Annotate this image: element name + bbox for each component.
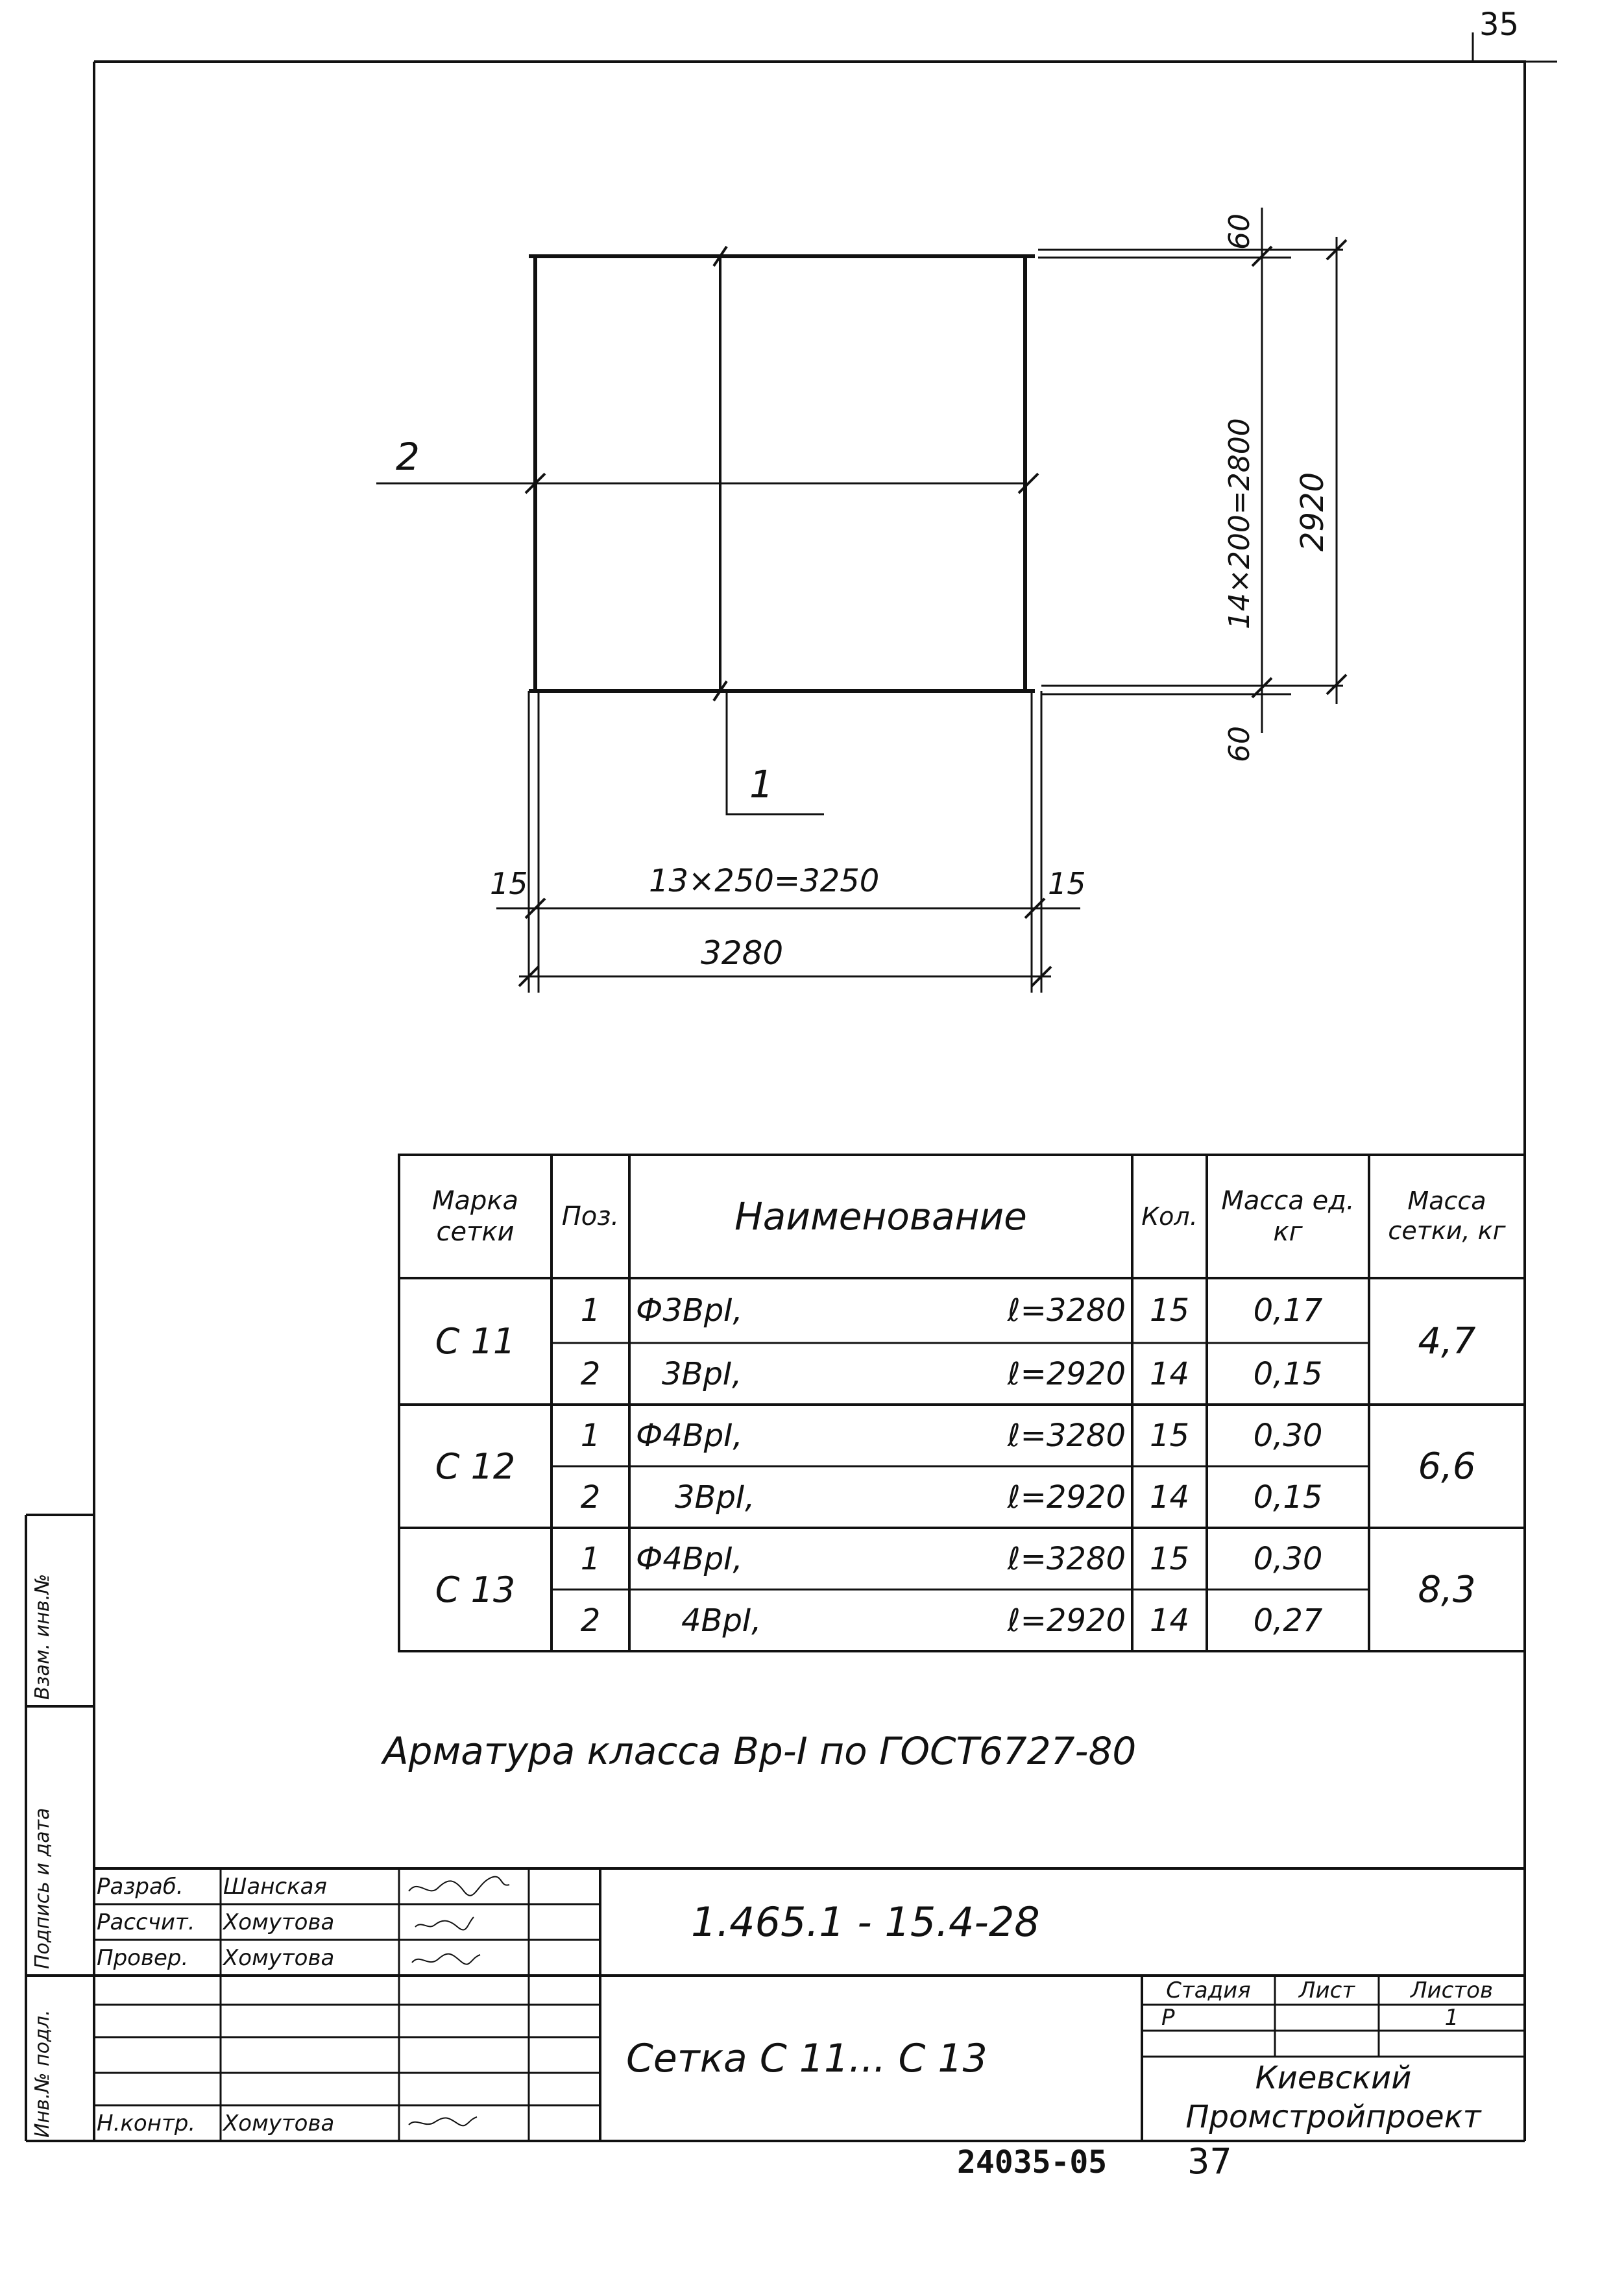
signatures xyxy=(409,1877,509,2126)
total-mass-cell: 6,6 xyxy=(1418,1445,1476,1488)
pos-cell: 1 xyxy=(580,1417,601,1454)
unit-mass-cell: 0,30 xyxy=(1253,1540,1323,1577)
role-label: Разраб. xyxy=(97,1873,184,1900)
dim-horizontal-total: 3280 xyxy=(701,934,784,972)
position-2-label: 2 xyxy=(396,435,420,479)
role-name: Хомутова xyxy=(223,1909,335,1935)
document-designation: 1.465.1 - 15.4-28 xyxy=(691,1898,1040,1946)
sheet-value xyxy=(1275,2005,1379,2031)
bar-length-cell: ℓ=2920 xyxy=(1007,1355,1126,1392)
mark-cell: С 13 xyxy=(435,1569,516,1610)
pos-cell: 2 xyxy=(580,1355,601,1392)
side-stamp-sign-date: Подпись и дата xyxy=(31,1807,54,1969)
bottom-page-number: 37 xyxy=(1187,2141,1232,2182)
dim-vertical-span: 14×200=2800 xyxy=(1223,418,1256,629)
org-name-line2: Промстройпроект xyxy=(1185,2098,1481,2135)
role-label: Н.контр. xyxy=(97,2110,196,2136)
document-title: Сетка С 11... С 13 xyxy=(626,2035,988,2081)
unit-mass-cell: 0,15 xyxy=(1253,1479,1323,1516)
role-label: Рассчит. xyxy=(97,1909,195,1935)
unit-mass-cell: 0,30 xyxy=(1253,1417,1323,1454)
qty-cell: 14 xyxy=(1149,1479,1190,1516)
bar-name-cell: 4ВрI, xyxy=(681,1602,762,1639)
bar-name-cell: Ф3ВрI, xyxy=(636,1292,743,1329)
qty-cell: 15 xyxy=(1149,1417,1190,1454)
dim-horizontal-span: 13×250=3250 xyxy=(649,863,880,899)
reinforcement-note: Арматура класса Вр-I по ГОСТ6727-80 xyxy=(383,1729,1137,1773)
sheet-corner-number: 35 xyxy=(1479,6,1520,43)
qty-cell: 14 xyxy=(1149,1355,1190,1392)
dimension-ticks xyxy=(519,240,1346,986)
bar-name-cell: Ф4ВрI, xyxy=(636,1540,743,1577)
header-qty: Кол. xyxy=(1141,1202,1198,1231)
stage-label: Стадия xyxy=(1166,1977,1251,2003)
header-pos: Поз. xyxy=(561,1202,620,1231)
unit-mass-cell: 0,27 xyxy=(1253,1602,1323,1639)
header-mark: Марка сетки xyxy=(431,1186,519,1247)
pos-cell: 2 xyxy=(580,1479,601,1516)
dim-bottom-offset: 60 xyxy=(1223,726,1256,762)
mesh-plan xyxy=(529,256,1035,691)
sheet-label: Лист xyxy=(1298,1977,1355,2003)
total-mass-cell: 4,7 xyxy=(1418,1320,1476,1362)
role-name: Хомутова xyxy=(223,2110,335,2136)
pos-cell: 1 xyxy=(580,1540,601,1577)
sheet-frame xyxy=(94,62,1525,2141)
bottom-code: 24035-05 xyxy=(957,2144,1108,2181)
mark-cell: С 11 xyxy=(435,1321,516,1362)
total-mass-cell: 8,3 xyxy=(1418,1568,1476,1611)
role-name: Хомутова xyxy=(223,1944,335,1971)
bar-length-cell: ℓ=3280 xyxy=(1007,1540,1126,1577)
sheets-value: 1 xyxy=(1444,2005,1459,2031)
position-1-label: 1 xyxy=(749,762,773,806)
bar-length-cell: ℓ=2920 xyxy=(1007,1479,1126,1516)
stage-value: Р xyxy=(1161,2005,1175,2031)
bar-length-cell: ℓ=3280 xyxy=(1007,1417,1126,1454)
side-stamp-vzam-inv: Взам. инв.№ xyxy=(31,1573,54,1700)
dim-vertical-total: 2920 xyxy=(1294,472,1331,551)
mark-cell: С 12 xyxy=(435,1445,516,1487)
header-total-mass: Масса сетки, кг xyxy=(1388,1187,1506,1245)
pos-cell: 2 xyxy=(580,1602,601,1639)
unit-mass-cell: 0,17 xyxy=(1253,1292,1323,1329)
qty-cell: 15 xyxy=(1149,1292,1190,1329)
qty-cell: 14 xyxy=(1149,1602,1190,1639)
role-label: Провер. xyxy=(97,1944,189,1971)
bar-name-cell: 3ВрI, xyxy=(662,1355,742,1392)
bar-length-cell: ℓ=3280 xyxy=(1007,1292,1126,1329)
bar-name-cell: 3ВрI, xyxy=(675,1479,755,1516)
bar-name-cell: Ф4ВрI, xyxy=(636,1417,743,1454)
role-name: Шанская xyxy=(223,1873,327,1900)
side-stamp-inv-no: Инв.№ подл. xyxy=(31,2009,54,2138)
header-unit-mass: Масса ед. кг xyxy=(1221,1186,1355,1247)
org-name-line1: Киевский xyxy=(1255,2059,1412,2096)
pos-cell: 1 xyxy=(580,1292,601,1329)
dim-top-offset: 60 xyxy=(1223,213,1256,250)
unit-mass-cell: 0,15 xyxy=(1253,1355,1323,1392)
sheets-label: Листов xyxy=(1410,1977,1493,2003)
dim-left-offset: 15 xyxy=(490,866,528,901)
qty-cell: 15 xyxy=(1149,1540,1190,1577)
bar-length-cell: ℓ=2920 xyxy=(1007,1602,1126,1639)
dim-right-offset: 15 xyxy=(1048,866,1086,901)
header-name: Наименование xyxy=(734,1194,1027,1239)
